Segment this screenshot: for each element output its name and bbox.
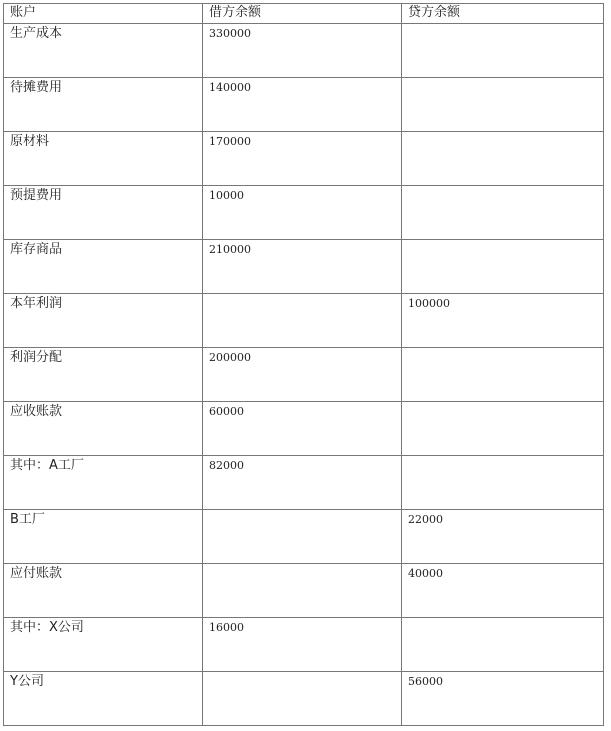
account-cell: 库存商品 (4, 240, 203, 294)
table-body (4, 24, 604, 726)
credit-cell (402, 618, 604, 672)
debit-cell: 200000 (203, 348, 402, 402)
table-row (4, 186, 604, 240)
account-cell: 待摊费用 (4, 78, 203, 132)
table-row (4, 132, 604, 186)
debit-cell (203, 564, 402, 618)
table-row (4, 672, 604, 726)
credit-cell (402, 240, 604, 294)
balance-table (3, 3, 604, 726)
account-cell: 其中：X公司 (4, 618, 203, 672)
debit-cell: 60000 (203, 402, 402, 456)
table-row (4, 618, 604, 672)
credit-cell (402, 78, 604, 132)
header-credit-balance: 贷方余额 (402, 4, 604, 24)
account-cell: B工厂 (4, 510, 203, 564)
account-cell: 其中：A工厂 (4, 456, 203, 510)
credit-cell: 40000 (402, 564, 604, 618)
credit-cell (402, 402, 604, 456)
table-row (4, 402, 604, 456)
account-cell: Y公司 (4, 672, 203, 726)
account-cell: 预提费用 (4, 186, 203, 240)
credit-cell: 100000 (402, 294, 604, 348)
table-row (4, 348, 604, 402)
table-row (4, 78, 604, 132)
table-row (4, 564, 604, 618)
debit-cell: 10000 (203, 186, 402, 240)
debit-cell (203, 510, 402, 564)
debit-cell: 82000 (203, 456, 402, 510)
account-cell: 应付账款 (4, 564, 203, 618)
credit-cell (402, 24, 604, 78)
table-row (4, 240, 604, 294)
table-row (4, 510, 604, 564)
header-row (4, 4, 604, 24)
credit-cell (402, 348, 604, 402)
header-account: 账户 (4, 4, 203, 24)
debit-cell: 210000 (203, 240, 402, 294)
credit-cell: 56000 (402, 672, 604, 726)
account-cell: 应收账款 (4, 402, 203, 456)
credit-cell (402, 186, 604, 240)
debit-cell (203, 672, 402, 726)
debit-cell: 16000 (203, 618, 402, 672)
debit-cell: 170000 (203, 132, 402, 186)
account-cell: 原材料 (4, 132, 203, 186)
account-cell: 本年利润 (4, 294, 203, 348)
header-debit-balance: 借方余额 (203, 4, 402, 24)
credit-cell (402, 456, 604, 510)
credit-cell (402, 132, 604, 186)
debit-cell (203, 294, 402, 348)
table-row (4, 24, 604, 78)
credit-cell: 22000 (402, 510, 604, 564)
table-row (4, 456, 604, 510)
account-cell: 利润分配 (4, 348, 203, 402)
account-cell: 生产成本 (4, 24, 203, 78)
debit-cell: 140000 (203, 78, 402, 132)
table-header (4, 4, 604, 24)
table-row (4, 294, 604, 348)
debit-cell: 330000 (203, 24, 402, 78)
